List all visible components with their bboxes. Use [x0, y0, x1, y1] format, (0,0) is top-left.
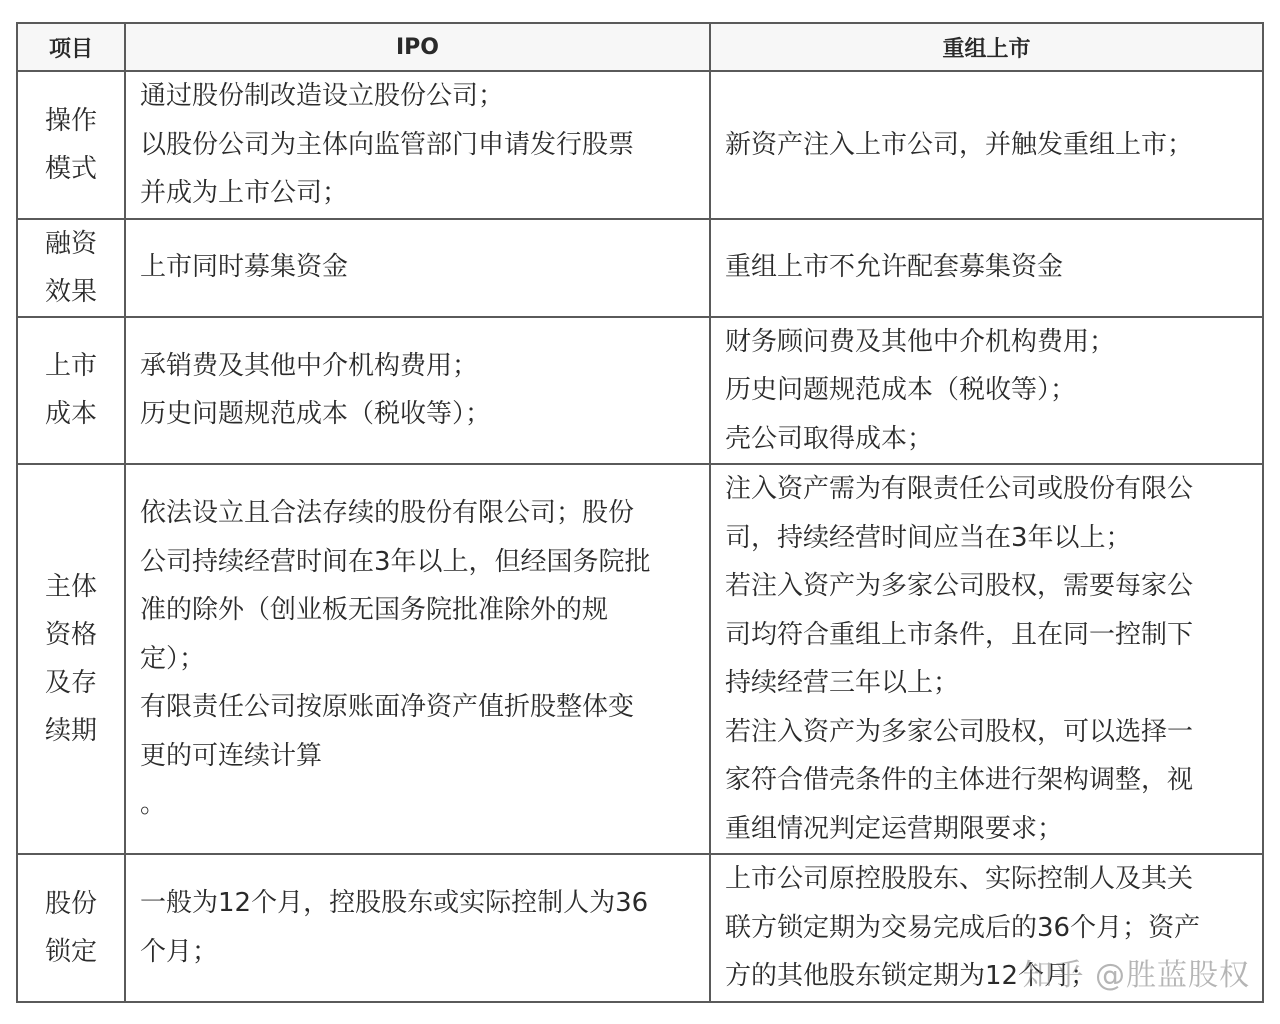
ipo-cell-line: 上市同时募集资金: [140, 252, 349, 283]
ipo-cell: [125, 854, 710, 1002]
item-cell-line: 成本: [44, 399, 97, 430]
reorg-cell-line: 注入资产需为有限责任公司或股份有限公: [725, 474, 1194, 504]
comparison-table: [16, 22, 1264, 1003]
reorg-cell-line: 方的其他股东锁定期为12个月；: [725, 961, 1097, 991]
reorg-cell: [710, 317, 1263, 465]
item-cell-line: 上市: [44, 351, 97, 382]
item-cell: [17, 71, 125, 219]
table-row: [17, 219, 1263, 317]
header-ipo: IPO: [125, 23, 710, 71]
watermark: 知乎 @胜蓝股权: [1022, 958, 1250, 993]
ipo-cell-line: 通过股份制改造设立股份公司；: [140, 81, 505, 111]
table-row: [17, 464, 1263, 854]
table-row: [17, 71, 1263, 219]
item-cell-line: 模式: [44, 153, 97, 184]
item-cell: [17, 854, 125, 1002]
ipo-cell-line: 定）；: [140, 643, 206, 674]
header-item: 项目: [17, 23, 125, 71]
ipo-cell-line: 历史问题规范成本（税收等）；: [140, 399, 492, 430]
item-cell-line: 股份: [44, 888, 97, 919]
reorg-cell-line: 新资产注入上市公司，并触发重组上市；: [725, 129, 1194, 160]
item-cell-line: 资格: [44, 620, 97, 650]
item-cell: [17, 219, 125, 317]
table-row: [17, 317, 1263, 465]
reorg-cell-line: 司，持续经营时间应当在3年以上；: [725, 522, 1132, 553]
reorg-cell-line: 财务顾问费及其他中介机构费用；: [725, 326, 1116, 357]
reorg-cell-line: 持续经营三年以上；: [725, 668, 960, 698]
ipo-cell-line: 一般为12个月，控股股东或实际控制人为36: [140, 888, 649, 919]
item-cell-line: 融资: [44, 228, 97, 259]
ipo-cell-line: 公司持续经营时间在3年以上，但经国务院批: [140, 546, 651, 577]
reorg-cell-line: 若注入资产为多家公司股权，需要每家公: [725, 571, 1194, 601]
reorg-cell-line: 重组上市不允许配套募集资金: [725, 252, 1064, 283]
ipo-cell: [125, 317, 710, 465]
ipo-cell-line: 个月；: [140, 936, 219, 967]
reorg-cell-line: 上市公司原控股股东、实际控制人及其关: [725, 864, 1194, 894]
table-header-row: [17, 23, 1263, 71]
ipo-cell-line: 。: [140, 789, 167, 820]
reorg-cell-line: 壳公司取得成本；: [725, 423, 934, 454]
ipo-cell: [125, 71, 710, 219]
item-cell-line: 操作: [44, 105, 97, 136]
ipo-cell-line: 有限责任公司按原账面净资产值折股整体变: [140, 692, 635, 723]
reorg-cell: [710, 71, 1263, 219]
reorg-cell-line: 联方锁定期为交易完成后的36个月；资产: [725, 912, 1201, 943]
ipo-cell-line: 更的可连续计算: [140, 740, 323, 771]
reorg-cell-line: 重组情况判定运营期限要求；: [725, 813, 1064, 844]
item-cell-line: 锁定: [44, 936, 97, 967]
item-cell-line: 续期: [44, 716, 97, 746]
header-reorg: 重组上市: [710, 23, 1263, 71]
reorg-cell-line: 若注入资产为多家公司股权，可以选择一: [725, 716, 1194, 747]
ipo-cell-line: 以股份公司为主体向监管部门申请发行股票: [140, 129, 635, 160]
ipo-cell-line: 承销费及其他中介机构费用；: [140, 350, 479, 381]
reorg-cell-line: 司均符合重组上市条件，且在同一控制下: [725, 619, 1194, 650]
reorg-cell-line: 历史问题规范成本（税收等）；: [725, 375, 1077, 405]
ipo-cell-line: 依法设立且合法存续的股份有限公司；股份: [140, 498, 635, 529]
item-cell-line: 效果: [44, 276, 97, 307]
reorg-cell: [710, 219, 1263, 317]
ipo-cell: [125, 464, 710, 854]
reorg-cell: [710, 464, 1263, 854]
item-cell: [17, 317, 125, 465]
item-cell-line: 主体: [44, 572, 97, 602]
reorg-cell-line: 家符合借壳条件的主体进行架构调整，视: [725, 765, 1194, 795]
ipo-cell: [125, 219, 710, 317]
item-cell-line: 及存: [44, 668, 97, 698]
item-cell: [17, 464, 125, 854]
ipo-cell-line: 准的除外（创业板无国务院批准除外的规: [140, 595, 609, 626]
ipo-cell-line: 并成为上市公司；: [140, 178, 349, 208]
